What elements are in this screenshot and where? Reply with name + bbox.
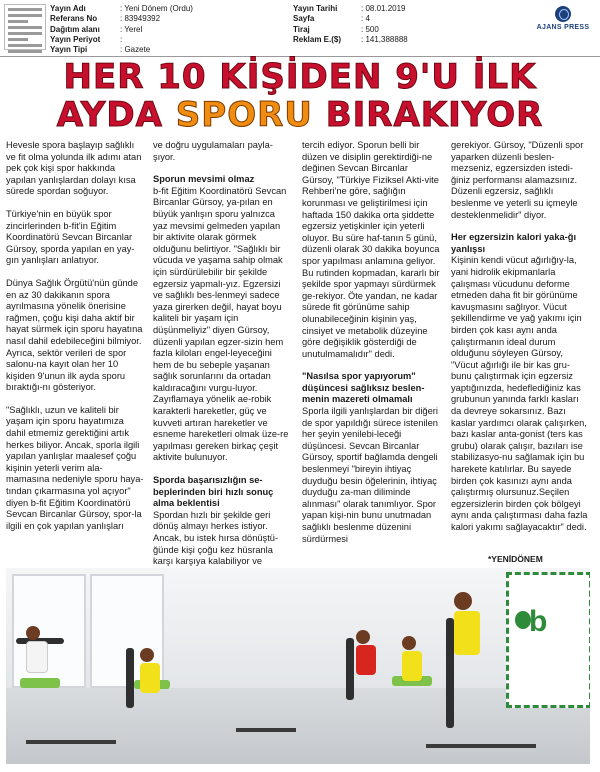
paragraph: Sporla ilgili yanlışlardan bir diğeri de spor yapıldığı sürece istenilen her şeyin yenilebi-leceği düşüncesi. Sevcan Bircanlar Gürsoy, sportif bağlamda dengeli beslenmeyi "bireyin ihtiyaç duyduğu besin öğelerinin, ihtiyaç duyduğu za-man diliminde alınması" olarak tanımlıyor. Spor yapan kişi-nin bunu unutmadan sağlıklı beslenme düzenini sürdürmesi [302, 406, 438, 544]
paragraph: Kişinin kendi vücut ağırlığıy-la, yani hidrolik ekipmanlarla çalışması vücudunu deforme etmeden daha fit bir görünüme kavuşmasını sağlıyor. Vücut şekillendirme ve yağ yakımı için birden çok kası aynı anda çalıştırmanın ideal durum olduğunu söyleyen Gürsoy, "Vücut ağırlığı ile bir kas gru-bunu çalıştırmak için egzersiz yaptığınızda, hedeflediğiniz kas grubunun yanında farklı kasları da devreye sokarsınız. Bazı kaslar yardımcı olarak çalışırken, bazı kaslar anta-gonist (ters kas grubu) olarak çalışır, bazıları ise stabilizasyo-nu sağlamak için bu harekete katılırlar. Bu sayede birden çok kasınızı aynı anda çalıştırmış olursunuz.Seçilen egzersizlerin birden çok bölgeyi aynı anda çalıştırması daha fazla kalori yakımı sağlayacaktır" dedi. [451, 255, 588, 532]
paragraph: gerekiyor. Gürsoy, "Düzenli spor yaparken düzenli beslen-mezseniz, egzersizden istedi-ğiniz performansı alamazsınız. Düzenli egzersiz, sağlıklı beslenme ve yeterli su içmeyle desteklenmelidir" diyor. [451, 140, 584, 220]
brand-letter: b [529, 605, 548, 638]
article-column-2 [153, 140, 291, 590]
paragraph: Spordan hızlı bir şekilde geri dönüş almayı herkes istiyor. Ancak, bu istek hırsa dönüştü-ğünde kişi çoğu kez hüsranla karşı karşıya kalabiliyor ve [153, 509, 279, 567]
meta-label: Yayın Adı [50, 4, 86, 13]
machine-frame [126, 648, 134, 708]
article-column-3 [302, 140, 440, 556]
meta-value: : 83949392 [120, 14, 161, 24]
meta-value: : Yerel [120, 24, 143, 34]
meta-value: : Gazete [120, 45, 151, 55]
meta-value: : 4 [361, 14, 370, 24]
floor-mat [426, 744, 536, 748]
logo-text: AJANS PRESS [536, 24, 590, 31]
person-yellow-standing [454, 592, 480, 655]
meta-value: : 08.01.2019 [361, 4, 406, 13]
article-column-4 [451, 140, 589, 545]
headline-line-2 [0, 96, 600, 134]
meta-value: : 500 [361, 24, 379, 34]
paragraph: Dünya Sağlık Örgütü'nün günde en az 30 dakikanın spora ayrılmasına yönelik önerisine rağmen, çoğu kişi daha aktif bir hayat sürmek için sporu hayatına nasıl dahil edebileceğini bilmiyor. Ayrıca, sektör verileri de spor salonu-na kayıt olan her 10 kişiden 9'unun ilk ayda sporu bıraktığı-nı gösteriyor. [6, 277, 143, 393]
paragraph: ve doğru uygulamaları payla-şıyor. [153, 140, 273, 162]
machine-frame [446, 618, 454, 728]
meta-label: Tiraj [293, 24, 310, 34]
subheading: Sporda başarısızlığın se-beplerinden biri hızlı sonuç alma beklentisi [153, 475, 274, 509]
globe-icon [555, 6, 571, 22]
brand-wall-panel [506, 572, 590, 708]
window [12, 574, 86, 688]
ajans-press-logo [532, 6, 594, 31]
person-white [26, 626, 48, 673]
machine-seat [20, 678, 60, 688]
meta-label: Referans No [50, 14, 98, 24]
subheading: Her egzersizin kalori yaka-ğı yanlışsı [451, 232, 577, 254]
meta-label: Sayfa [293, 14, 315, 24]
paragraph: Türkiye'nin en büyük spor zincirlerinden b-fit'in Eğitim Koordinatörü Sevcan Bircanlar Gürsoy, sporda yapılan en yay-gın yanlışları anlatıyor. [6, 208, 135, 266]
person-yellow [402, 636, 422, 681]
clipping-header [0, 0, 600, 57]
publication-stats [293, 4, 408, 45]
meta-label: Yayın Periyot [50, 34, 101, 44]
meta-label: Reklam E.($) [293, 34, 342, 44]
gym-photo-icon [6, 568, 590, 764]
person-red [356, 630, 376, 675]
meta-value: : 141,388888 [361, 34, 408, 44]
paragraph: Hevesle spora başlayıp sağlıklı ve fit olma yolunda ilk adımı atan pek çok kişi spor hakkında yapılan yanlışlardan dolayı kısa sürede spordan soğuyor. [6, 140, 142, 197]
subheading: "Nasılsa spor yapıyorum" düşüncesi sağlıksız beslen-menin mazereti olmamalı [302, 371, 425, 405]
paragraph: b-fit Eğitim Koordinatörü Sevcan Bircanlar Gürsoy, ya-pılan en büyük yanlışın sporu yalnızca yaz mevsimi gelmeden yapılan bir aktivite olarak görmek olduğunu belirtiyor. "Sağlıklı bir vücuda ve yaşama sahip olmak için sürdürülebilir bir şekilde egzersiz yapmalı-yız. Egzersizi ve sağlıklı bes-lenmeyi sadece yaza girerken değil, hayat boyu kaliteli bir yaşam için düşünmeliyiz" diyen Gürsoy, düzenli yapılan egzer-sizin hem fazla kiloları engel-leyeceğini hem de bu sebeple yaşanan sağlık sorunlarını da ortadan kaldıracağını vurgu-luyor. Zayıflamaya yönelik ae-robik karakterli hareketler, güç ve kuvveti artıran hareketler ve esneme hareketleri olmak üze-re yapılması gereken birkaç çeşit aktivite bulunuyor. [153, 185, 289, 463]
newspaper-thumbnail-icon [4, 4, 46, 50]
publication-meta [50, 4, 193, 55]
paragraph: "Sağlıklı, uzun ve kaliteli bir yaşam için sporu hayatımıza dahil etmemiz gerektiğini artık herkes biliyor. Ancak, sporla ilgili yapılan yanlışlar maalesef çoğu kişinin yeterli verim ala-mamasına nedeniyle sporu haya-tından çıkarmasına yol açıyor" diyen b-fit Eğitim Koordinatörü Sevcan Bircanlar Gürsoy, spor-la ilgili en çok yapılan yanlışları [6, 404, 144, 531]
headline-line-2-start: AYDA [56, 95, 176, 135]
photo-floor [6, 688, 590, 764]
meta-value: : Yeni Dönem (Ordu) [120, 4, 193, 13]
article-body [6, 140, 596, 568]
paragraph: tercih ediyor. Sporun belli bir düzen ve disiplin gerektirdiği-ne değinen Sevcan Bircanlar Gürsoy, "Türkiye Fiziksel Akti-vite Rehberi'ne göre, sağlığın korunması ve geliştirilmesi için haftada 150 dakika orta şiddette egzersiz yetişkinler için yeterli oluyor. Bu süre haf-tanın 5 günü, düzenli olarak 30 dakika boyunca spor yapılması anlamına geliyor. Bu rutinden kopmadan, kararlı bir şekilde spor yapmayı sürdürmek ge-rekiyor. Öte yandan, ne kadar sürede fit görünüme sahip olunabileceğinin kişinin yaş, cinsiyet ve metabolik düzeyine göre değişiklik gösterdiği de unutulmamalıdır" dedi. [302, 140, 440, 359]
meta-label: Yayın Tipi [50, 45, 88, 55]
headline-highlight: SPORU [175, 95, 313, 135]
meta-label: Yayın Tarihi [293, 4, 338, 13]
person-yellow [140, 648, 160, 693]
machine-frame [346, 638, 354, 700]
subheading: Sporun mevsimi olmaz [153, 174, 255, 185]
article-signature: *YENİDÖNEM [488, 554, 543, 564]
article-column-1 [6, 140, 144, 543]
floor-mat [26, 740, 116, 744]
meta-label: Dağıtım alanı [50, 24, 100, 34]
article-headline [0, 58, 600, 134]
meta-value: : [120, 34, 123, 44]
headline-line-2-end: BIRAKIYOR [312, 95, 544, 135]
headline-line-1: HER 10 KİŞİDEN 9'U İLK [63, 57, 537, 97]
floor-mat [236, 728, 296, 732]
